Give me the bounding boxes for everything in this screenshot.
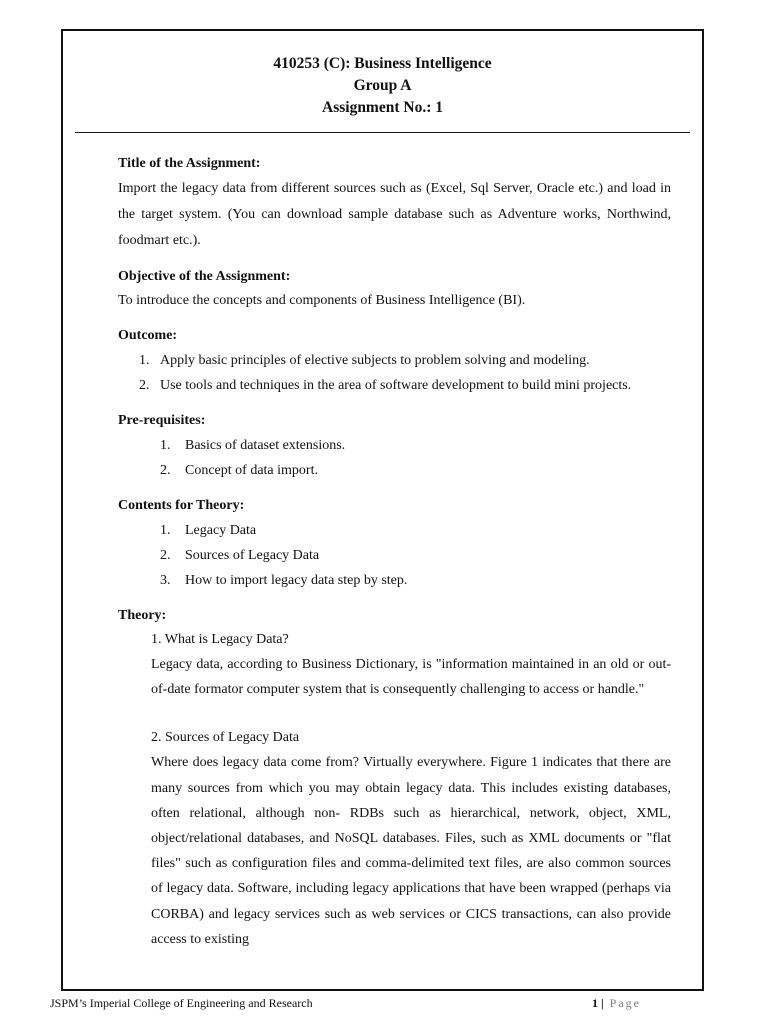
document-header — [63, 53, 702, 119]
contents-list — [118, 518, 671, 593]
list-item: 2. Concept of data import. — [160, 463, 318, 478]
theory-subheading-2: 2. Sources of Legacy Data — [151, 730, 300, 746]
page-frame — [61, 29, 704, 991]
assignment-number: Assignment No.: 1 — [322, 99, 443, 116]
theory-subheading-1: 1. What is Legacy Data? — [151, 632, 289, 647]
page-number: 1 — [592, 996, 598, 1010]
list-item: 2. Use tools and techniques in the area of software development to build mini projects. — [139, 378, 632, 393]
list-item: 3. How to import legacy data step by step. — [160, 573, 408, 588]
title-body: Import the legacy data from different sources such as (Excel, Sql Server, Oracle etc.) and load in the target system. (You can download sample database such as Adventure works, Northwind, foodmart etc.). — [118, 181, 671, 248]
objective-body: To introduce the concepts and components of Business Intelligence (BI). — [118, 293, 526, 308]
page-separator: | — [601, 996, 604, 1010]
theory-heading: Theory: — [118, 608, 167, 623]
group-label: Group A — [353, 77, 412, 94]
list-item: 1. Apply basic principles of elective subjects to problem solving and modeling. — [139, 353, 590, 368]
prerequisites-list — [118, 433, 671, 483]
objective-heading: Objective of the Assignment: — [118, 269, 291, 284]
footer-institution: JSPM’s Imperial College of Engineering and Research — [50, 996, 313, 1010]
outcome-heading: Outcome: — [118, 328, 178, 343]
list-item: 1. Basics of dataset extensions. — [160, 438, 346, 453]
theory-paragraph-2: Where does legacy data come from? Virtually everywhere. Figure 1 indicates that there are many sources from which you may obtain legacy data. This includes existing databases, often relational, although non- RDBs such as hierarchical, network, object, XML, object/relational databases, and NoSQL databases. Files, such as XML documents or "flat files" such as configuration files and comma-delimited text files, are also common sources of legacy data. Software, including legacy applications that have been wrapped (perhaps via CORBA) and legacy services such as web services or CICS transactions, can also provide access to existing — [151, 755, 671, 947]
contents-heading: Contents for Theory: — [118, 498, 245, 513]
outcome-list — [118, 348, 671, 398]
title-heading: Title of the Assignment: — [118, 156, 261, 171]
header-divider — [75, 132, 690, 133]
course-title: 410253 (C): Business Intelligence — [273, 55, 492, 72]
list-item: 1. Legacy Data — [160, 523, 257, 538]
document-body — [118, 152, 671, 952]
list-item: 2. Sources of Legacy Data — [160, 548, 320, 563]
theory-paragraph-1: Legacy data, according to Business Dictionary, is "information maintained in an old or out-of-date formator computer system that is consequently challenging to access or handle." — [151, 657, 671, 698]
page-label: Page — [609, 996, 641, 1010]
theory-block — [151, 628, 671, 952]
prerequisites-heading: Pre-requisites: — [118, 413, 206, 428]
footer-page-indicator — [592, 996, 641, 1011]
